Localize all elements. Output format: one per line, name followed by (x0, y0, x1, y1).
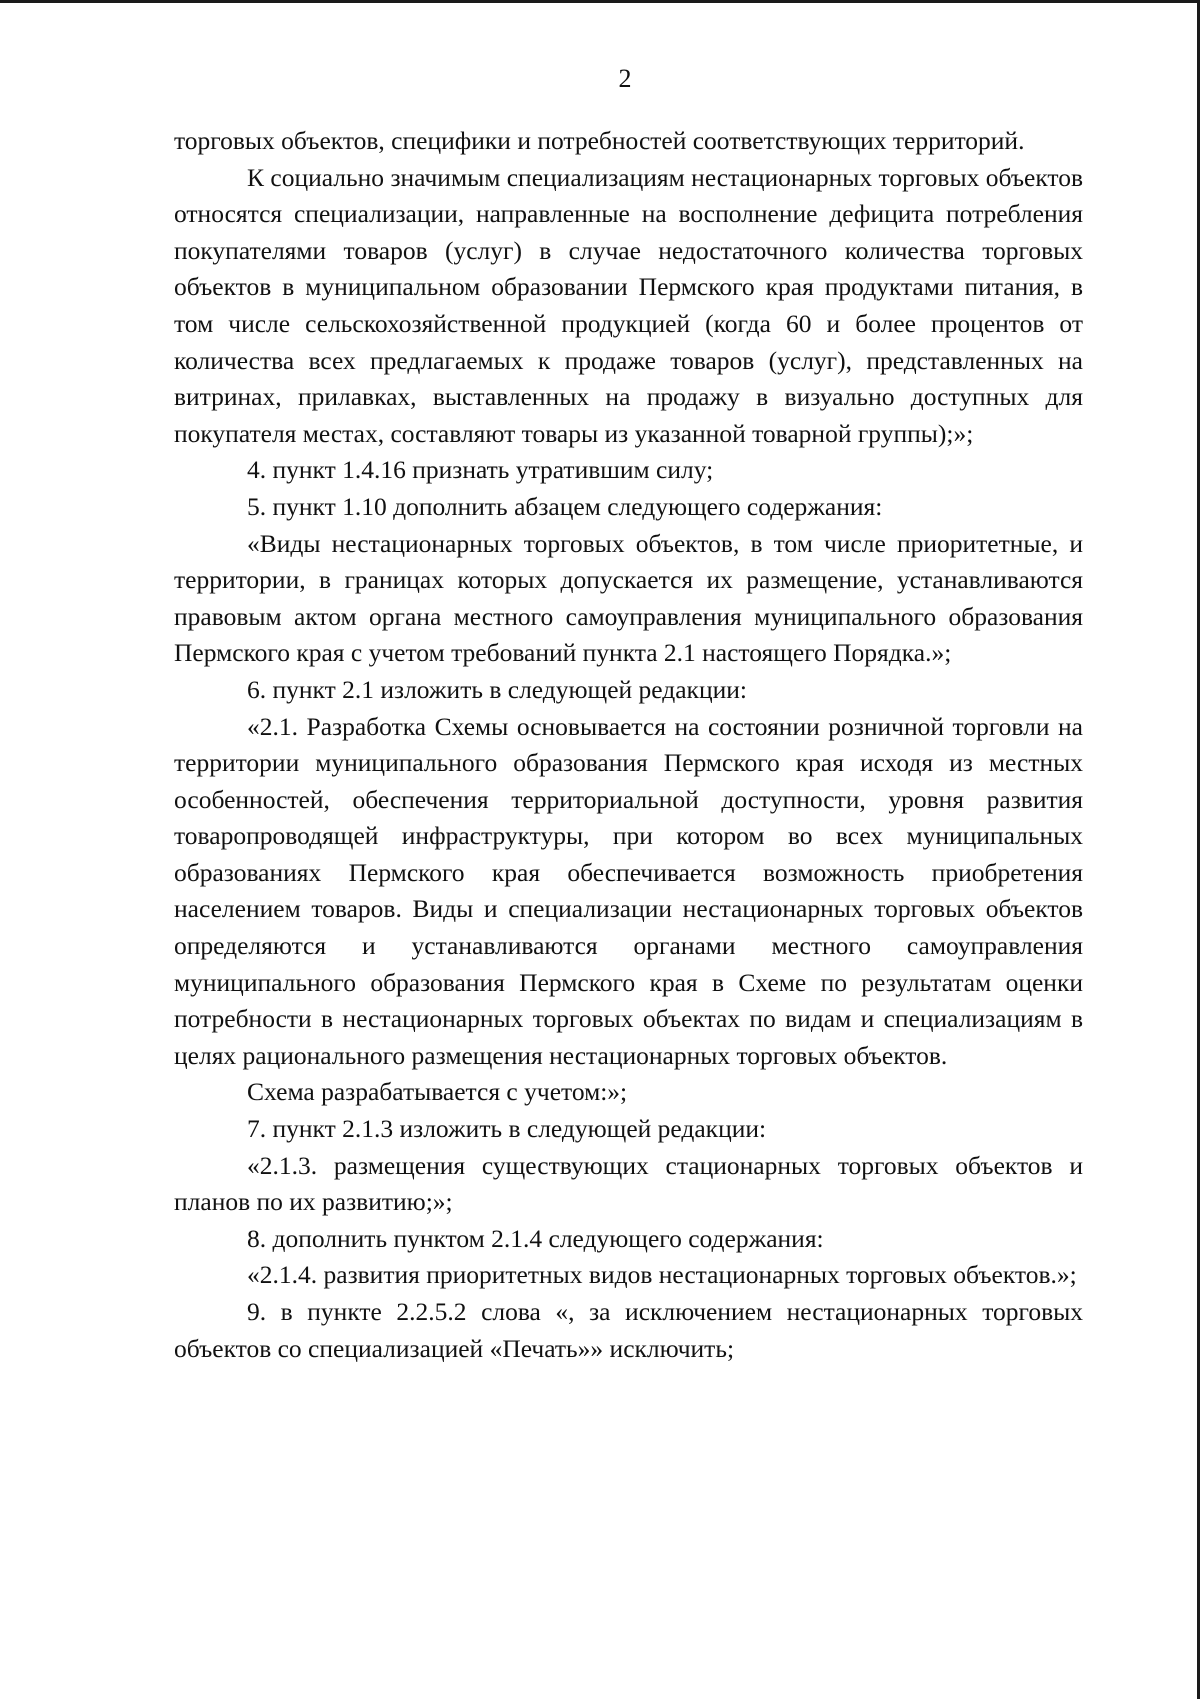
paragraph-item-7: 7. пункт 2.1.3 изложить в следующей редакции: (247, 1114, 767, 1144)
paragraph-item-5: 5. пункт 1.10 дополнить абзацем следующего содержания: (247, 491, 883, 521)
paragraph-item-5-text: «Виды нестационарных торговых объектов, в том числе приоритетные, и территории, в границах которых допускается их размещение, устанавливаются правовым актом органа местного самоуправления муниципального образования Пермского края с учетом требований пункта 2.1 настоящего Порядка.»; (174, 528, 1083, 668)
paragraph-scheme-considerations: Схема разрабатывается с учетом:»; (247, 1077, 628, 1107)
scan-border-top (0, 0, 1200, 3)
document-body (174, 123, 1083, 1367)
paragraph-item-6: 6. пункт 2.1 изложить в следующей редакции: (247, 674, 747, 704)
paragraph-item-8: 8. дополнить пунктом 2.1.4 следующего содержания: (247, 1223, 824, 1253)
paragraph-social-specializations: К социально значимым специализациям нестационарных торговых объектов относятся специализации, направленные на восполнение дефицита потребления покупателями товаров (услуг) в случае недостаточного количества торговых объектов в муниципальном образовании Пермского края продуктами питания, в том числе сельскохозяйственной продукцией (когда 60 и более процентов от количества всех предлагаемых к продаже товаров (услуг), представленных на витринах, прилавках, выставленных на продажу в визуально доступных для покупателя местах, составляют товары из указанной товарной группы);»; (174, 162, 1083, 448)
paragraph-item-9: 9. в пункте 2.2.5.2 слова «, за исключением нестационарных торговых объектов со специализацией «Печать»» исключить; (174, 1297, 1083, 1363)
paragraph-continuation: торговых объектов, специфики и потребностей соответствующих территорий. (174, 126, 1025, 155)
paragraph-item-6-text: «2.1. Разработка Схемы основывается на состоянии розничной торговли на территории муниципального образования Пермского края исходя из местных особенностей, обеспечения территориальной доступности, уровня развития товаропроводящей инфраструктуры, при котором во всех муниципальных образованиях Пермского края обеспечивается возможность приобретения населением товаров. Виды и специализации нестационарных торговых объектов определяются и устанавливаются органами местного самоуправления муниципального образования Пермского края в Схеме по результатам оценки потребности в нестационарных торговых объектах по видам и специализациям в целях рационального размещения нестационарных торговых объектов. (174, 711, 1083, 1070)
paragraph-item-4: 4. пункт 1.4.16 признать утратившим силу; (247, 455, 714, 485)
paragraph-item-8-text: «2.1.4. развития приоритетных видов нестационарных торговых объектов.»; (247, 1260, 1077, 1290)
page-number: 2 (618, 64, 632, 93)
paragraph-item-7-text: «2.1.3. размещения существующих стационарных торговых объектов и планов по их развитию;»; (174, 1150, 1083, 1217)
